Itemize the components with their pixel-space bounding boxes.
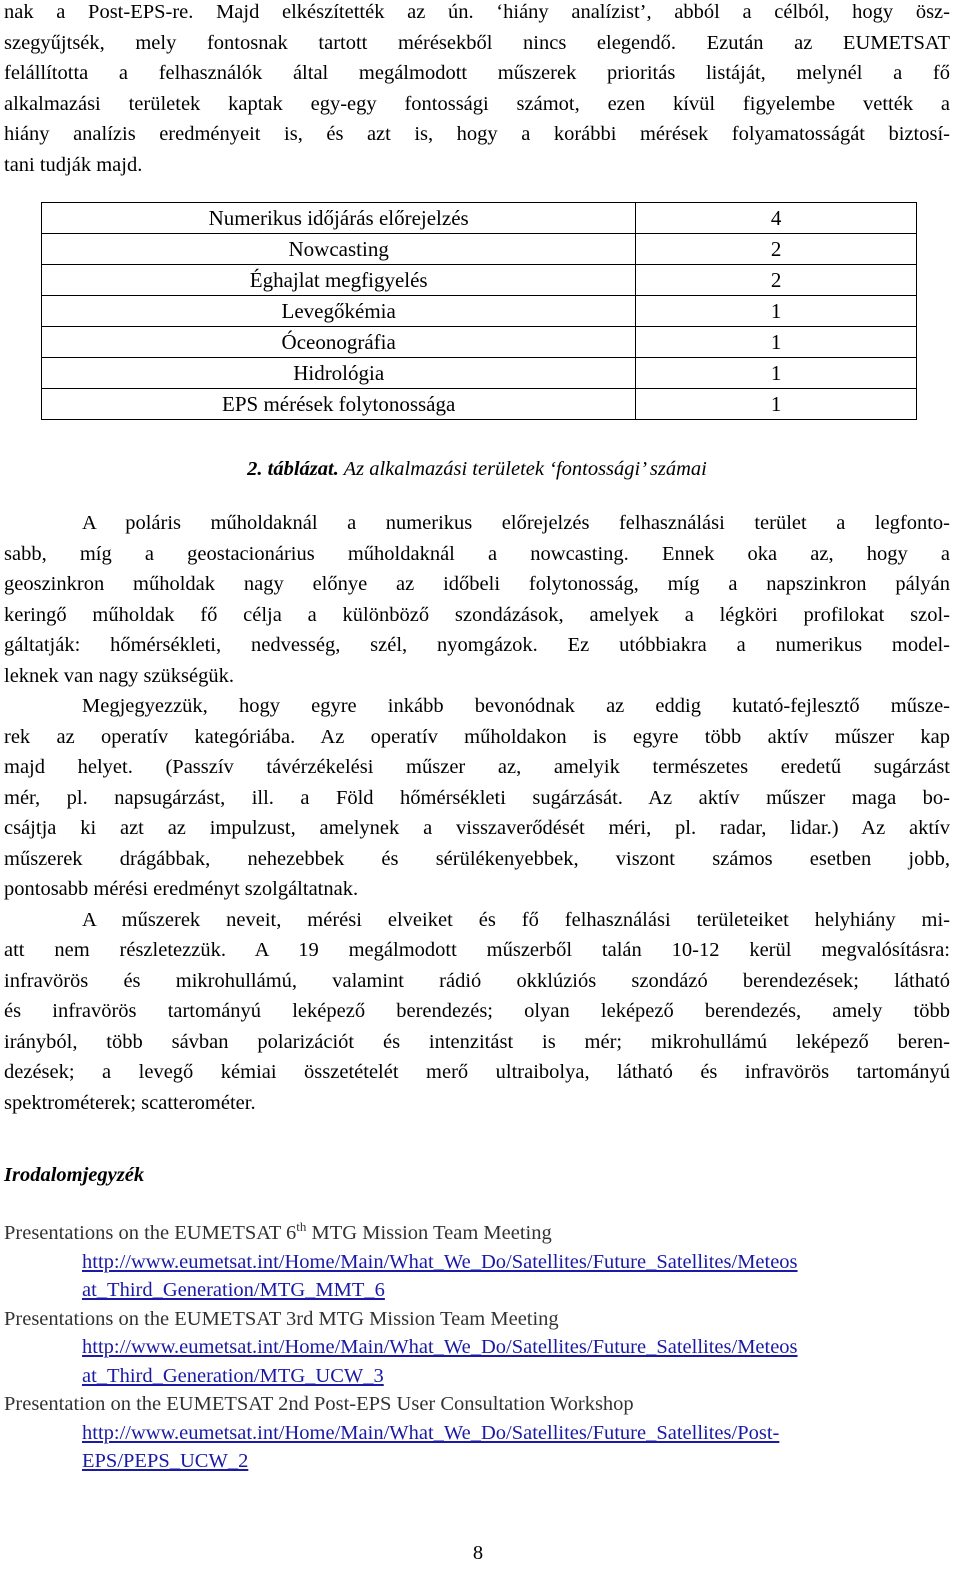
text-line: dezések; a levegő kémiai összetételét merő ultraibolya, látható és infravörös tartományú bbox=[4, 1061, 950, 1083]
text-line: alkalmazási területek kaptak egy-egy fontossági számot, ezen kívül figyelembe vették a bbox=[4, 92, 950, 115]
text-line: keringő műholdak fő célja a különböző szondázások, amelyek a légköri profilokat szol- bbox=[4, 603, 950, 626]
text-line: Megjegyezzük, hogy egyre inkább bevonódnak az eddig kutató-fejlesztő műsze- bbox=[82, 695, 950, 717]
table-cell-score: 1 bbox=[636, 296, 917, 327]
body-text bbox=[4, 508, 950, 1118]
table-row bbox=[42, 296, 917, 327]
text-line: pontosabb mérési eredményt szolgáltatnak. bbox=[4, 878, 359, 900]
reference-link[interactable]: at_Third_Generation/MTG_UCW_3 bbox=[82, 1364, 384, 1387]
table-cell-score: 2 bbox=[636, 265, 917, 296]
text-line: műszerek drágábbak, nehezebbek és sérülékenyebbek, viszont számos esetben jobb, bbox=[4, 847, 950, 870]
table-caption-text: Az alkalmazási területek ‘fontossági’ számai bbox=[338, 458, 707, 480]
table-cell-area: Numerikus időjárás előrejelzés bbox=[42, 203, 636, 234]
table-cell-area: Óceonográfia bbox=[42, 327, 636, 358]
text-line: gáltatják: hőmérsékleti, nedvesség, szél, nyomgázok. Ez utóbbiakra a numerikus model- bbox=[4, 634, 950, 656]
paragraph bbox=[4, 905, 950, 1119]
importance-table bbox=[41, 202, 917, 420]
text-line: A műszerek neveit, mérési elveiket és fő felhasználási területeiket helyhiány mi- bbox=[82, 908, 950, 931]
intro-paragraph bbox=[4, 0, 950, 180]
table-caption bbox=[4, 458, 950, 481]
reference-item bbox=[4, 1390, 950, 1476]
references-list bbox=[4, 1219, 950, 1476]
page-number: 8 bbox=[472, 1542, 484, 1564]
reference-link[interactable]: http://www.eumetsat.int/Home/Main/What_We_Do/Satellites/Future_Satellites/Post- bbox=[82, 1421, 780, 1444]
text-line: leknek van nagy szükségük. bbox=[4, 664, 234, 687]
text-line: sabb, míg a geostacionárius műholdaknál a nowcasting. Ennek oka az, hogy a bbox=[4, 542, 950, 565]
table-cell-area: EPS mérések folytonossága bbox=[42, 389, 636, 420]
reference-title: Presentations on the EUMETSAT 3rd MTG Mission Team Meeting bbox=[4, 1307, 559, 1330]
paragraph bbox=[4, 508, 950, 691]
text-line: majd helyet. (Passzív távérzékelési műszer az, amelyik természetes eredetű sugárzást bbox=[4, 756, 950, 778]
text-line: nak a Post-EPS-re. Majd elkészítették az ún. ‘hiány analízist’, abból a célból, hogy ösz- bbox=[4, 1, 950, 23]
table-cell-area: Éghajlat megfigyelés bbox=[42, 265, 636, 296]
table-caption-label: 2. táblázat. bbox=[247, 458, 339, 480]
text-line: felállította a felhasználók által megálmodott műszerek prioritás listáját, melynél a fő bbox=[4, 62, 950, 84]
text-line: csájtja ki azt az impulzust, amelynek a visszaverődését méri, pl. radar, lidar.) Az aktív bbox=[4, 817, 950, 839]
paragraph bbox=[4, 691, 950, 905]
table-row bbox=[42, 389, 917, 420]
text-line: infravörös és mikrohullámú, valamint rádió okklúziós szondázó berendezések; látható bbox=[4, 969, 950, 992]
reference-item bbox=[4, 1305, 950, 1391]
text-line: rek az operatív kategóriába. Az operatív műholdakon is egyre több aktív műszer kap bbox=[4, 725, 950, 748]
table-cell-score: 2 bbox=[636, 234, 917, 265]
text-line: szegyűjtsék, mely fontosnak tartott mérésekből nincs elegendő. Ezután az EUMETSAT bbox=[4, 31, 950, 54]
table-row bbox=[42, 203, 917, 234]
table-cell-area: Levegőkémia bbox=[42, 296, 636, 327]
reference-link[interactable]: EPS/PEPS_UCW_2 bbox=[82, 1450, 249, 1472]
reference-title-text: Presentations on the EUMETSAT 6 bbox=[4, 1222, 297, 1244]
table-cell-score: 4 bbox=[636, 203, 917, 234]
reference-item bbox=[4, 1219, 950, 1305]
text-line: mér, pl. napsugárzást, ill. a Föld hőmérsékleti sugárzását. Az aktív műszer maga bo- bbox=[4, 786, 950, 809]
reference-link[interactable]: http://www.eumetsat.int/Home/Main/What_We_Do/Satellites/Future_Satellites/Meteos bbox=[82, 1250, 798, 1273]
reference-link[interactable]: at_Third_Generation/MTG_MMT_6 bbox=[82, 1279, 385, 1301]
reference-title bbox=[4, 1219, 950, 1248]
table-cell-score: 1 bbox=[636, 389, 917, 420]
table-cell-score: 1 bbox=[636, 327, 917, 358]
table-cell-score: 1 bbox=[636, 358, 917, 389]
text-line: és infravörös tartományú leképező berendezés; olyan leképező berendezés, amely több bbox=[4, 1000, 950, 1022]
text-line: spektrométerek; scatterométer. bbox=[4, 1091, 256, 1114]
text-line: att nem részletezzük. A 19 megálmodott műszerből talán 10-12 kerül megvalósításra: bbox=[4, 939, 950, 961]
text-line: A poláris műholdaknál a numerikus előrejelzés felhasználási terület a legfonto- bbox=[82, 512, 950, 534]
table-cell-area: Nowcasting bbox=[42, 234, 636, 265]
references-heading: Irodalomjegyzék bbox=[4, 1164, 145, 1186]
reference-link[interactable]: http://www.eumetsat.int/Home/Main/What_We_Do/Satellites/Future_Satellites/Meteos bbox=[82, 1336, 798, 1358]
table-row bbox=[42, 265, 917, 296]
reference-title: Presentation on the EUMETSAT 2nd Post-EPS User Consultation Workshop bbox=[4, 1393, 634, 1415]
text-line: geoszinkron műholdak nagy előnye az időbeli folytonosság, míg a napszinkron pályán bbox=[4, 573, 950, 595]
text-line: irányból, több sávban polarizációt és intenzitást is mér; mikrohullámú leképező beren- bbox=[4, 1030, 950, 1053]
reference-title-text: MTG Mission Team Meeting bbox=[306, 1222, 552, 1244]
table-cell-area: Hidrológia bbox=[42, 358, 636, 389]
reference-title-sup: th bbox=[296, 1219, 307, 1235]
table-row bbox=[42, 234, 917, 265]
text-line: tani tudják majd. bbox=[4, 153, 143, 176]
table-row bbox=[42, 327, 917, 358]
text-line: hiány analízis eredményeit is, és azt is, hogy a korábbi mérések folyamatosságát biztosí- bbox=[4, 123, 950, 145]
table-row bbox=[42, 358, 917, 389]
